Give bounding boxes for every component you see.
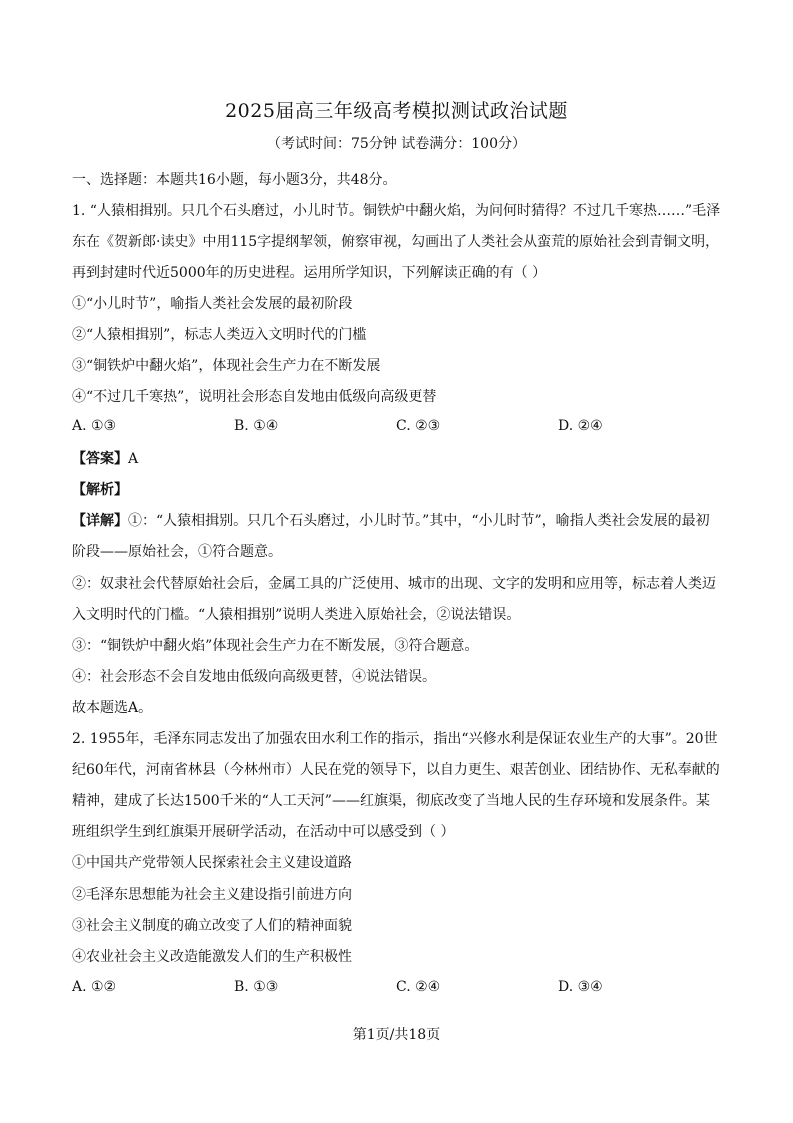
answer-value: A	[128, 451, 139, 467]
q1-item: ①“小儿时节”，喻指人类社会发展的最初阶段	[72, 296, 353, 312]
q2-options	[72, 979, 732, 999]
q2-stem-line: 精神，建成了长达1500千米的“人工天河”——红旗渠，彻底改变了当地人民的生存环境和发展条件。某	[72, 793, 710, 809]
page-number: 第1页/共18页	[352, 1027, 441, 1043]
q2-item: ④农业社会主义改造能激发人们的生产积极性	[72, 949, 352, 965]
page-title: 2025届高三年级高考模拟测试政治试题	[225, 100, 568, 122]
q1-answer	[72, 449, 732, 469]
q2-stem-line: 纪60年代，河南省林县（今林州市）人民在党的领导下，以自力更生、艰苦创业、团结协作、无私奉献的	[72, 762, 720, 778]
q2-stem-line: 2. 1955年，毛泽东同志发出了加强农田水利工作的指示，指出“兴修水利是保证农业生产的大事”。20世	[72, 731, 718, 747]
q1-conclusion: 故本题选A。	[72, 700, 153, 716]
q2-option-b: B. ①③	[234, 979, 279, 995]
q1-option-d: D. ②④	[558, 418, 603, 434]
q1-item: ④“不过几千寒热”，说明社会形态自发地由低级向高级更替	[72, 389, 437, 405]
q2-option-d: D. ③④	[558, 979, 603, 995]
q1-analysis-line: ③：“铜铁炉中翻火焰”体现社会生产力在不断发展，③符合题意。	[72, 638, 479, 654]
answer-label: 【答案】	[72, 451, 128, 467]
q2-item: ①中国共产党带领人民探索社会主义建设道路	[72, 855, 352, 871]
q1-item: ③“铜铁炉中翻火焰”，体现社会生产力在不断发展	[72, 358, 381, 374]
q2-option-c: C. ②④	[396, 979, 441, 995]
detail-label: 【详解】	[72, 513, 128, 529]
q1-analysis-line: ④：社会形态不会自发地由低级向高级更替，④说法错误。	[72, 669, 436, 685]
q1-analysis-line: 阶段——原始社会，①符合题意。	[72, 544, 282, 560]
q2-stem-line: 班组织学生到红旗渠开展研学活动，在活动中可以感受到（ ）	[72, 824, 455, 840]
q2-item: ③社会主义制度的确立改变了人们的精神面貌	[72, 918, 352, 934]
analysis-label: 【解析】	[72, 482, 128, 498]
section-heading: 一、选择题：本题共16小题，每小题3分，共48分。	[72, 172, 397, 188]
q1-stem-line: 东在《贺新郎·读史》中用115字提纲挈领，俯察审视，勾画出了人类社会从蛮荒的原始社会到青铜文明，	[72, 234, 720, 250]
analysis-text: ①：“人猿相揖别。只几个石头磨过，小儿时节。”其中，“小儿时节”，喻指人类社会发展的最初	[128, 513, 710, 529]
q1-options	[72, 418, 732, 438]
q2-item: ②毛泽东思想能为社会主义建设指引前进方向	[72, 887, 352, 903]
q1-option-c: C. ②③	[396, 418, 441, 434]
q1-option-a: A. ①③	[72, 418, 117, 434]
q1-analysis-line	[72, 511, 732, 531]
q2-option-a: A. ①②	[72, 979, 117, 995]
q1-analysis-line: ②：奴隶社会代替原始社会后，金属工具的广泛使用、城市的出现、文字的发明和应用等，标志着人类迈	[72, 576, 716, 592]
q1-option-b: B. ①④	[234, 418, 279, 434]
q1-analysis-line: 入文明时代的门槛。“人猿相揖别”说明人类进入原始社会，②说法错误。	[72, 607, 521, 623]
q1-stem-line: 再到封建时代近5000年的历史进程。运用所学知识，下列解读正确的有（ ）	[72, 265, 547, 281]
q1-item: ②“人猿相揖别”，标志人类迈入文明时代的门槛	[72, 327, 367, 343]
exam-info: （考试时间：75分钟 试卷满分：100分）	[267, 136, 526, 152]
q1-stem-line: 1. “人猿相揖别。只几个石头磨过，小儿时节。铜铁炉中翻火焰，为问何时猜得？不过几千寒热……”毛泽	[72, 203, 721, 219]
